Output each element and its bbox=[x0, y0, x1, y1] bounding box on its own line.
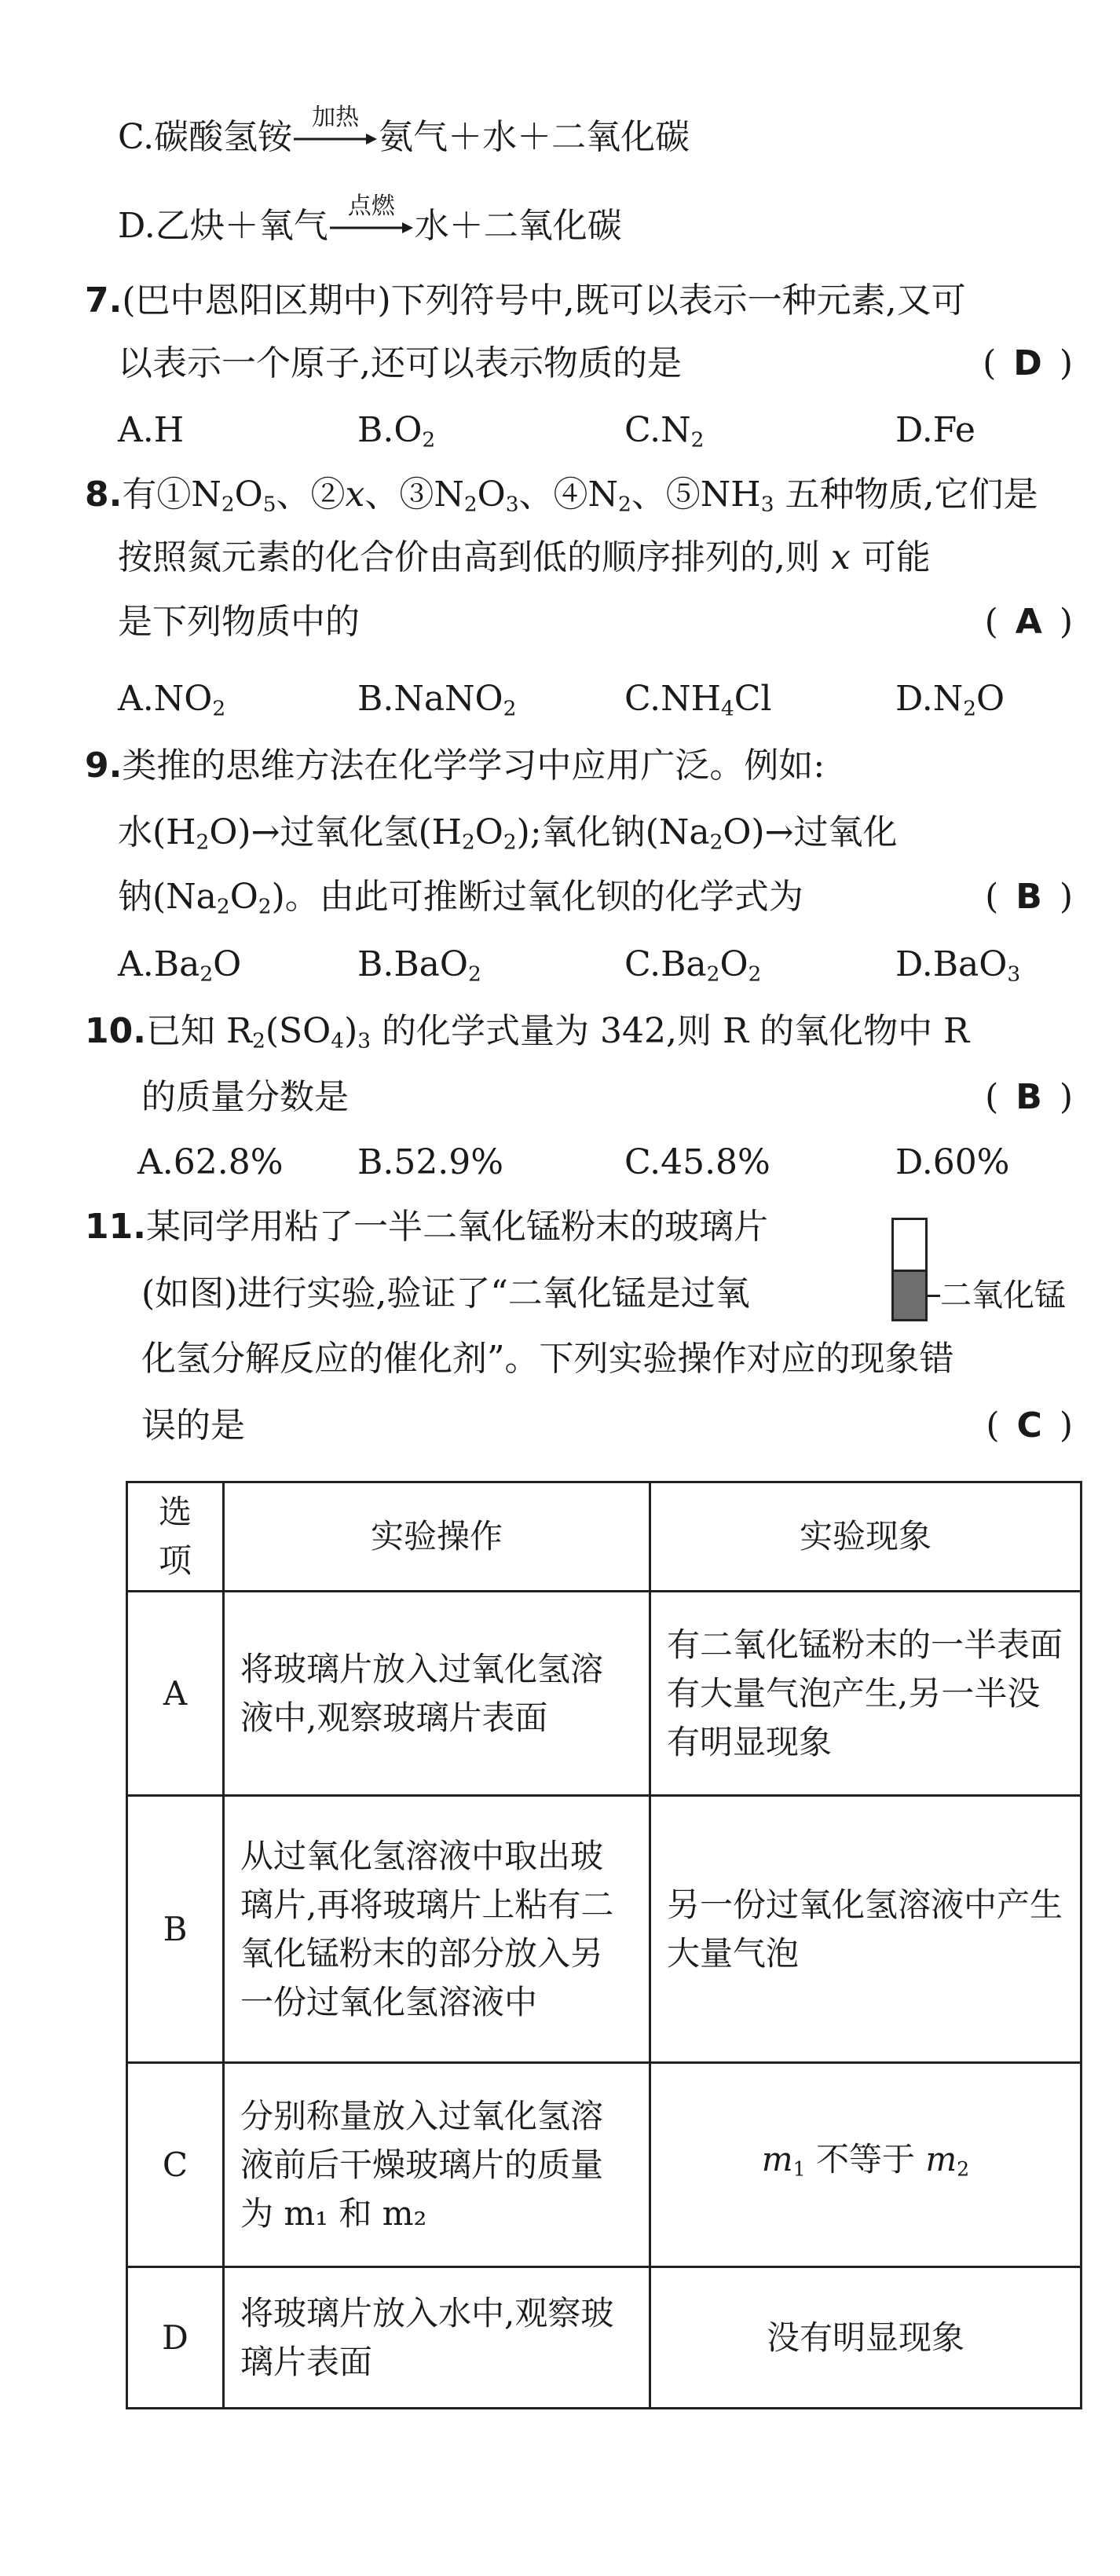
q10-answer: ( B ) bbox=[985, 1074, 1073, 1121]
experiment-table bbox=[126, 1481, 1082, 2409]
answer-letter: B bbox=[1016, 1077, 1042, 1117]
q7-text: (巴中恩阳区期中)下列符号中,既可以表示一种元素,又可 bbox=[122, 280, 966, 321]
q8-text: O bbox=[234, 475, 263, 515]
q9-text: )。由此可推断过氧化钡的化学式为 bbox=[271, 877, 803, 917]
q8-text: 可能 bbox=[850, 537, 931, 577]
q8-text: 五种物质,它们是 bbox=[774, 475, 1038, 515]
formula: O bbox=[213, 944, 242, 984]
q10-option-b: B.52.9% bbox=[357, 1142, 504, 1182]
formula: D.N bbox=[895, 679, 964, 719]
subscript: 3 bbox=[760, 492, 774, 517]
q10-text: 已知 R bbox=[145, 1011, 253, 1051]
reaction-condition: 点燃 bbox=[347, 192, 395, 220]
q9-text: O bbox=[474, 812, 503, 852]
subscript: 2 bbox=[212, 696, 226, 721]
q6-option-c bbox=[118, 104, 690, 161]
formula: C.Ba bbox=[624, 944, 707, 984]
reaction-arrow bbox=[292, 104, 379, 161]
q11-text: 误的是 bbox=[141, 1405, 245, 1446]
arrow-icon bbox=[328, 220, 415, 236]
row-operation: 将玻璃片放入过氧化氢溶液中,观察玻璃片表面 bbox=[224, 1592, 650, 1796]
question-number: 7. bbox=[85, 280, 123, 321]
q10-text: 的化学式量为 342,则 R 的氧化物中 R bbox=[371, 1011, 970, 1051]
row-option: A bbox=[127, 1592, 224, 1796]
arrow-icon bbox=[292, 131, 379, 147]
q11-answer: ( C ) bbox=[986, 1402, 1073, 1449]
subscript: 2 bbox=[221, 492, 235, 517]
answer-letter: B bbox=[1016, 877, 1042, 917]
q10-text: ) bbox=[344, 1011, 358, 1051]
q9-option-a bbox=[118, 941, 241, 999]
variable-m: m bbox=[761, 2140, 793, 2179]
row-phenomenon bbox=[650, 2063, 1082, 2267]
header-operation: 实验操作 bbox=[224, 1482, 650, 1592]
subscript: 2 bbox=[462, 830, 475, 855]
q8-text: 、③N bbox=[364, 475, 464, 515]
q9-stem-line3 bbox=[118, 874, 803, 931]
q7-answer: ( D ) bbox=[983, 340, 1073, 387]
q9-text: O bbox=[229, 877, 258, 917]
q9-option-b bbox=[357, 941, 481, 999]
q7-text: 以表示一个原子,还可以表示物质的是 bbox=[118, 343, 682, 383]
subscript: 3 bbox=[505, 492, 519, 517]
subscript: 5 bbox=[262, 492, 276, 517]
q8-option-d bbox=[895, 676, 1005, 733]
q9-text: O)→过氧化 bbox=[723, 812, 898, 852]
subscript: 2 bbox=[618, 492, 631, 517]
subscript: 4 bbox=[720, 696, 734, 721]
table-row bbox=[127, 1796, 1082, 2063]
header-phenomenon: 实验现象 bbox=[650, 1482, 1082, 1592]
row-option: C bbox=[127, 2063, 224, 2267]
q9-text: 类推的思维方法在化学学习中应用广泛。例如: bbox=[122, 746, 825, 786]
q8-text: 有①N bbox=[122, 475, 221, 515]
q10-option-a: A.62.8% bbox=[137, 1142, 284, 1182]
q8-stem-line3 bbox=[118, 599, 360, 646]
mno2-coating bbox=[891, 1270, 928, 1321]
row-option: D bbox=[127, 2267, 224, 2409]
q6-option-d bbox=[118, 192, 622, 250]
q7-option-d: D.Fe bbox=[895, 410, 975, 450]
q8-option-b bbox=[357, 676, 516, 733]
row-phenomenon: 有二氧化锰粉末的一半表面有大量气泡产生,另一半没有明显现象 bbox=[650, 1592, 1082, 1796]
q8-option-c bbox=[624, 676, 772, 733]
question-number: 9. bbox=[85, 746, 123, 786]
table-row bbox=[127, 2063, 1082, 2267]
q8-text: 、⑤NH bbox=[631, 475, 761, 515]
q7-stem-line1 bbox=[85, 277, 966, 324]
formula: D.BaO bbox=[895, 944, 1008, 984]
q11-stem-line2 bbox=[141, 1270, 750, 1317]
question-number: 10. bbox=[85, 1011, 146, 1051]
formula: B.BaO bbox=[357, 944, 468, 984]
formula: O bbox=[976, 679, 1005, 719]
q10-option-c: C.45.8% bbox=[624, 1142, 770, 1182]
q9-text: 水(H bbox=[118, 812, 196, 852]
q9-option-d bbox=[895, 941, 1020, 999]
q10-stem-line2 bbox=[141, 1074, 349, 1121]
q8-text: O bbox=[477, 475, 506, 515]
subscript: 2 bbox=[690, 427, 705, 453]
q7-option-a: A.H bbox=[118, 410, 185, 450]
q11-stem-line3 bbox=[141, 1336, 954, 1383]
q9-answer: ( B ) bbox=[985, 874, 1073, 921]
row-option: B bbox=[127, 1796, 224, 2063]
subscript: 2 bbox=[422, 427, 436, 453]
variable-m: m bbox=[925, 2140, 957, 2179]
row-operation: 分别称量放入过氧化氢溶液前后干燥玻璃片的质量为 m₁ 和 m₂ bbox=[224, 2063, 650, 2267]
formula: B.O bbox=[357, 410, 423, 450]
question-number: 11. bbox=[85, 1207, 146, 1247]
row-phenomenon: 另一份过氧化氢溶液中产生大量气泡 bbox=[650, 1796, 1082, 2063]
phenomenon-text: 不等于 bbox=[805, 2140, 926, 2179]
subscript: 4 bbox=[331, 1028, 345, 1053]
q9-text: 钠(Na bbox=[118, 877, 217, 917]
subscript: 2 bbox=[252, 1028, 265, 1053]
q8-text: 、② bbox=[276, 475, 346, 515]
formula: Cl bbox=[734, 679, 772, 719]
row-operation: 将玻璃片放入水中,观察玻璃片表面 bbox=[224, 2267, 650, 2409]
subscript: 2 bbox=[196, 830, 210, 855]
q11-stem-line4 bbox=[141, 1402, 245, 1449]
header-option: 选项 bbox=[127, 1482, 224, 1592]
q8-answer: ( A ) bbox=[985, 599, 1073, 646]
q6-d-reactant: D.乙炔＋氧气 bbox=[118, 206, 328, 246]
q9-stem-line1 bbox=[85, 742, 825, 790]
label-leader-line bbox=[928, 1295, 940, 1297]
row-phenomenon: 没有明显现象 bbox=[650, 2267, 1082, 2409]
subscript: 1 bbox=[792, 2157, 806, 2181]
subscript: 2 bbox=[709, 830, 723, 855]
q6-c-reactant: C.碳酸氢铵 bbox=[118, 117, 293, 157]
q8-text: 按照氮元素的化合价由高到低的顺序排列的,则 bbox=[118, 537, 831, 577]
q8-text: 、④N bbox=[518, 475, 619, 515]
subscript: 2 bbox=[463, 492, 478, 517]
q7-option-b bbox=[357, 407, 435, 464]
formula: C.N bbox=[624, 410, 691, 450]
subscript: 2 bbox=[957, 2157, 970, 2181]
q8-stem-line1 bbox=[85, 471, 1038, 529]
subscript: 2 bbox=[258, 894, 272, 919]
subscript: 2 bbox=[503, 830, 517, 855]
figure-label: 二氧化锰 bbox=[940, 1277, 1066, 1314]
q8-option-a bbox=[118, 676, 225, 733]
subscript: 3 bbox=[357, 1028, 372, 1053]
q11-text: 某同学用粘了一半二氧化锰粉末的玻璃片 bbox=[145, 1207, 768, 1247]
q11-text: (如图)进行实验,验证了“二氧化锰是过氧 bbox=[141, 1273, 750, 1314]
q10-text: (SO bbox=[265, 1011, 331, 1051]
formula: A.NO bbox=[118, 679, 213, 719]
subscript: 2 bbox=[963, 696, 976, 721]
answer-letter: A bbox=[1015, 602, 1042, 642]
subscript: 2 bbox=[503, 696, 517, 721]
reaction-arrow bbox=[328, 192, 415, 250]
formula: O bbox=[719, 944, 748, 984]
q10-stem-line1 bbox=[85, 1008, 969, 1065]
q9-text: );氧化钠(Na bbox=[516, 812, 710, 852]
formula: C.NH bbox=[624, 679, 721, 719]
glass-slide-figure bbox=[891, 1218, 1120, 1336]
subscript: 2 bbox=[706, 962, 720, 987]
answer-letter: C bbox=[1016, 1405, 1042, 1446]
table-row bbox=[127, 2267, 1082, 2409]
table-row bbox=[127, 1592, 1082, 1796]
q6-c-products: 氨气＋水＋二氧化碳 bbox=[379, 117, 690, 157]
answer-letter: D bbox=[1013, 343, 1042, 383]
row-operation: 从过氧化氢溶液中取出玻璃片,再将玻璃片上粘有二氧化锰粉末的部分放入另一份过氧化氢溶液中 bbox=[224, 1796, 650, 2063]
question-number: 8. bbox=[85, 475, 123, 515]
q10-option-d: D.60% bbox=[895, 1142, 1010, 1182]
q9-text: O)→过氧化氢(H bbox=[209, 812, 462, 852]
q7-option-c bbox=[624, 407, 704, 464]
q7-stem-line2 bbox=[118, 340, 682, 387]
variable-x: x bbox=[830, 537, 851, 577]
q9-stem-line2 bbox=[118, 809, 897, 867]
q9-option-c bbox=[624, 941, 761, 999]
subscript: 2 bbox=[216, 894, 230, 919]
subscript: 3 bbox=[1007, 962, 1021, 987]
q8-text: 是下列物质中的 bbox=[118, 602, 360, 642]
q10-text: 的质量分数是 bbox=[141, 1077, 349, 1117]
q6-d-products: 水＋二氧化碳 bbox=[414, 206, 622, 246]
table-header-row bbox=[127, 1482, 1082, 1592]
subscript: 2 bbox=[467, 962, 481, 987]
formula: A.Ba bbox=[118, 944, 200, 984]
subscript: 2 bbox=[199, 962, 214, 987]
variable-x: x bbox=[345, 475, 365, 515]
q11-text: 化氢分解反应的催化剂”。下列实验操作对应的现象错 bbox=[141, 1339, 954, 1379]
q8-stem-line2 bbox=[118, 534, 931, 581]
formula: B.NaNO bbox=[357, 679, 503, 719]
reaction-condition: 加热 bbox=[312, 104, 360, 131]
q11-stem-line1 bbox=[85, 1204, 768, 1251]
subscript: 2 bbox=[748, 962, 762, 987]
